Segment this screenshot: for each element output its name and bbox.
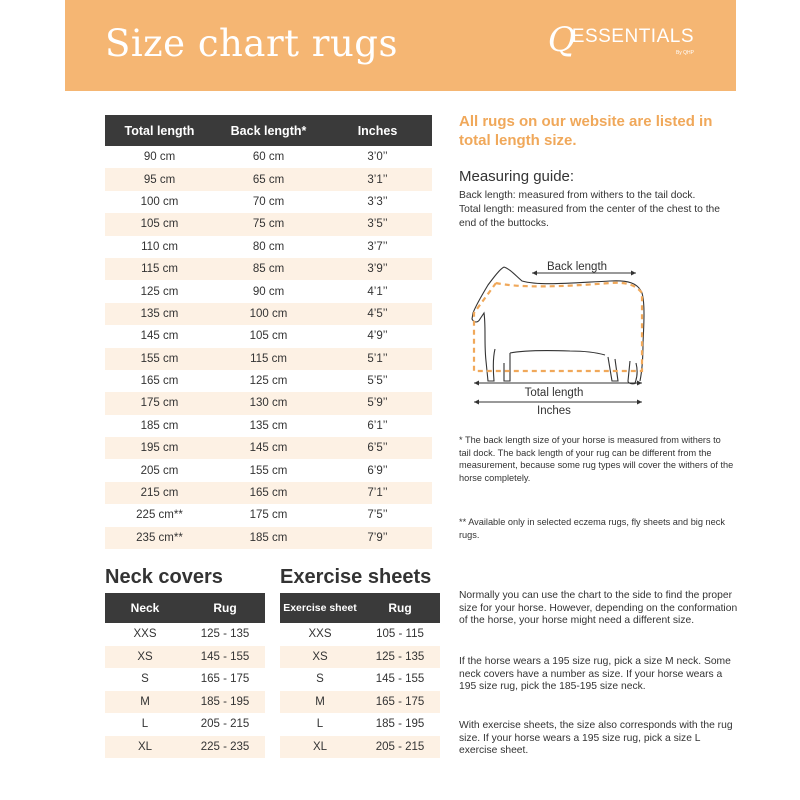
table-row xyxy=(105,191,432,213)
size-chart-cell: 215 cm xyxy=(105,482,214,504)
size-chart-cell: 165 cm xyxy=(140,375,179,388)
horse-outline xyxy=(504,267,644,384)
exercise-sheet-cell: XS xyxy=(280,646,360,669)
table-row xyxy=(105,348,432,370)
size-chart-cell: 145 cm xyxy=(214,437,323,459)
size-chart-cell: 125 cm xyxy=(140,285,179,298)
neck-cover-cell: 205 - 215 xyxy=(200,718,250,731)
size-chart-cell: 110 cm xyxy=(141,240,178,253)
size-chart-cell: 6’9’’ xyxy=(367,464,388,477)
back-length-footnote: * The back length size of your horse is measured from withers to tail dock. The back length of your rug can be different from the measurement, because some rug types will cover the withers of the horse completely. xyxy=(459,435,734,483)
exercise-sheet-cell: 105 - 115 xyxy=(376,628,424,641)
size-chart-cell: 4’5’’ xyxy=(323,303,432,325)
table-row xyxy=(105,146,432,168)
size-chart-cell: 195 cm xyxy=(105,437,214,459)
logo-q: Q xyxy=(547,20,576,60)
size-chart-cell: 185 cm xyxy=(140,419,179,432)
size-chart-cell: 4’9’’ xyxy=(367,330,388,343)
size-chart-cell: 3’7’’ xyxy=(367,240,388,253)
table-row xyxy=(105,213,432,235)
neck-covers-title: Neck covers xyxy=(105,566,223,588)
size-chart-cell: 125 cm xyxy=(249,375,288,388)
size-chart-cell: 95 cm xyxy=(105,168,214,190)
size-chart-cell: 5’5’’ xyxy=(367,375,388,388)
size-chart-cell: 155 cm xyxy=(249,464,288,477)
exercise-sheets-title: Exercise sheets xyxy=(280,566,432,588)
page-title: Size chart rugs xyxy=(105,22,398,65)
size-chart-cell: 3’9’’ xyxy=(323,258,432,280)
back-length-label: Back length xyxy=(546,261,608,273)
table-row xyxy=(280,736,440,759)
neck-cover-cell: M xyxy=(105,691,185,714)
size-chart-cell: 85 cm xyxy=(214,258,323,280)
table-row xyxy=(105,668,265,691)
col-header-exercise-sheet: Exercise sheet xyxy=(280,593,360,623)
measuring-guide-text xyxy=(459,189,729,231)
exercise-sheet-cell: 125 - 135 xyxy=(360,646,440,669)
neck-cover-cell: 165 - 175 xyxy=(200,673,250,686)
measuring-guide-title: Measuring guide: xyxy=(459,168,575,185)
size-chart-cell: 175 cm xyxy=(105,392,214,414)
table-row xyxy=(105,504,432,526)
table-row xyxy=(105,415,432,437)
col-header-back-length: Back length* xyxy=(214,115,323,146)
size-chart-table xyxy=(105,115,432,549)
exercise-sheet-cell: XL xyxy=(280,736,360,759)
size-chart-cell: 5’9’’ xyxy=(323,392,432,414)
neck-cover-cell: 145 - 155 xyxy=(185,646,265,669)
col-header-total-length: Total length xyxy=(105,115,214,146)
table-row xyxy=(105,325,432,347)
size-chart-cell: 225 cm** xyxy=(136,509,183,522)
size-chart-cell: 135 cm xyxy=(105,303,214,325)
size-chart-cell: 65 cm xyxy=(214,168,323,190)
exercise-sheet-cell: S xyxy=(316,673,324,686)
logo-by: By QHP xyxy=(675,50,694,56)
table-row xyxy=(105,280,432,302)
exercise-sheet-cell: M xyxy=(280,691,360,714)
table-row xyxy=(105,392,432,414)
col-header-inches: Inches xyxy=(323,115,432,146)
size-chart-cell: 145 cm xyxy=(140,330,179,343)
neck-cover-cell: 225 - 235 xyxy=(185,736,265,759)
size-chart-cell: 135 cm xyxy=(249,419,288,432)
col-header-neck: Neck xyxy=(105,593,185,623)
table-row xyxy=(105,459,432,481)
table-row xyxy=(280,713,440,736)
table-row xyxy=(105,623,265,646)
size-chart-cell: 7’1’’ xyxy=(323,482,432,504)
table-row xyxy=(280,668,440,691)
table-row xyxy=(105,527,432,549)
size-chart-cell: 105 cm xyxy=(105,213,214,235)
total-length-highlight: All rugs on our website are listed in total length size. xyxy=(459,113,713,149)
size-chart-cell: 90 cm xyxy=(252,285,285,298)
size-chart-cell: 155 cm xyxy=(105,348,214,370)
size-chart-cell: 60 cm xyxy=(252,151,285,164)
size-chart-cell: 3’1’’ xyxy=(323,168,432,190)
size-chart-cell: 185 cm xyxy=(214,527,323,549)
size-chart-cell: 3’3’’ xyxy=(367,195,388,208)
size-chart-cell: 70 cm xyxy=(252,195,285,208)
exercise-sheet-cell: 185 - 195 xyxy=(375,718,425,731)
neck-cover-cell: 185 - 195 xyxy=(185,691,265,714)
neck-cover-cell: L xyxy=(141,718,149,731)
table-row xyxy=(105,258,432,280)
size-chart-cell: 4’1’’ xyxy=(367,285,388,298)
size-chart-cell: 6’5’’ xyxy=(323,437,432,459)
exercise-sheet-cell: 165 - 175 xyxy=(360,691,440,714)
table-row xyxy=(105,482,432,504)
exercise-sheet-cell: L xyxy=(316,718,324,731)
table-row xyxy=(105,437,432,459)
total-length-description: Total length: measured from the center of the chest to the end of the buttocks. xyxy=(459,204,721,229)
table-row xyxy=(105,691,265,714)
neck-covers-table xyxy=(105,593,265,758)
size-chart-cell: 3’5’’ xyxy=(323,213,432,235)
exercise-sheet-cell: XXS xyxy=(308,628,332,641)
back-length-description: Back length: measured from withers to the tail dock. xyxy=(459,190,696,201)
size-chart-cell: 80 cm xyxy=(252,240,285,253)
col-header-exercise-rug: Rug xyxy=(360,593,440,623)
total-length-dashed-outline xyxy=(474,283,642,371)
exercise-sheet-cell: 205 - 215 xyxy=(360,736,440,759)
size-chart-cell: 235 cm** xyxy=(105,527,214,549)
neck-size-paragraph: If the horse wears a 195 size rug, pick a size M neck. Some neck covers have a number as size. If your horse wears a 195 size rug, pick the 185-195 size neck. xyxy=(459,656,731,692)
size-chart-cell: 175 cm xyxy=(249,509,288,522)
availability-footnote: ** Available only in selected eczema rugs, fly sheets and big neck rugs. xyxy=(459,517,725,540)
inches-label: Inches xyxy=(537,405,571,417)
table-row xyxy=(105,370,432,392)
table-row xyxy=(105,168,432,190)
neck-cover-cell: XS xyxy=(105,646,185,669)
size-chart-cell: 5’1’’ xyxy=(323,348,432,370)
size-chart-cell: 6’1’’ xyxy=(367,419,388,432)
table-row xyxy=(280,646,440,669)
brand-logo xyxy=(547,20,694,60)
size-chart-cell: 7’9’’ xyxy=(323,527,432,549)
size-chart-cell: 130 cm xyxy=(214,392,323,414)
size-chart-cell: 100 cm xyxy=(214,303,323,325)
exercise-sheets-table xyxy=(280,593,440,758)
table-row xyxy=(105,236,432,258)
table-row xyxy=(105,736,265,759)
exercise-size-paragraph: With exercise sheets, the size also corresponds with the rug size. If your horse wears a 195 size rug, pick a size L exercise sheet. xyxy=(459,720,733,756)
logo-text: ESSENTIALS xyxy=(571,26,694,47)
exercise-sheet-cell: 145 - 155 xyxy=(375,673,425,686)
neck-cover-cell: S xyxy=(141,673,149,686)
table-row xyxy=(105,713,265,736)
size-chart-cell: 90 cm xyxy=(143,151,176,164)
size-chart-cell: 165 cm xyxy=(214,482,323,504)
size-chart-cell: 205 cm xyxy=(140,464,179,477)
table-row xyxy=(105,646,265,669)
size-chart-cell: 105 cm xyxy=(249,330,288,343)
total-length-label: Total length xyxy=(524,387,584,399)
size-chart-cell: 100 cm xyxy=(140,195,179,208)
neck-cover-cell: 125 - 135 xyxy=(200,628,250,641)
table-row xyxy=(280,691,440,714)
table-row xyxy=(280,623,440,646)
size-chart-cell: 3’0’’ xyxy=(367,151,388,164)
neck-cover-cell: XXS xyxy=(133,628,157,641)
chart-usage-paragraph: Normally you can use the chart to the side to find the proper size for your horse. However, depending on the conformation of the horse, your horse might need a different size. xyxy=(459,590,738,626)
size-chart-cell: 7’5’’ xyxy=(367,509,388,522)
header-banner xyxy=(65,0,736,91)
table-row xyxy=(105,303,432,325)
horse-measuring-diagram xyxy=(460,253,660,423)
size-chart-cell: 75 cm xyxy=(214,213,323,235)
neck-cover-cell: XL xyxy=(105,736,185,759)
col-header-neck-rug: Rug xyxy=(185,593,265,623)
size-chart-cell: 115 cm xyxy=(214,348,323,370)
size-chart-cell: 115 cm xyxy=(105,258,214,280)
